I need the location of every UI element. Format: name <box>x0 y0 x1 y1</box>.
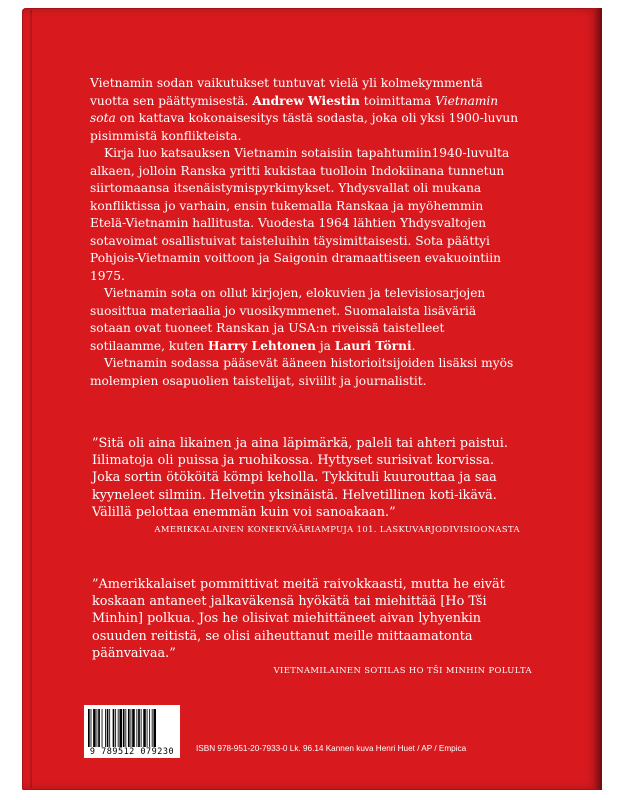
quote-text: ”Amerikkalaiset pommittivat meitä raivokkaasti, mutta he eivät koskaan antaneet jalkaväkensä hyökätä tai miehittää [Ho Tši Minhin] polkua. Jos he olisivat miehittäneet aivan lyhyenkin osuuden reitistä, se olisi aiheuttanut meille mittaamatonta päänvaivaa.” <box>92 577 505 661</box>
quote-american-soldier <box>92 435 522 535</box>
blurb-paragraph-1: Vietnamin sodan vaikutukset tuntuvat vielä yli kolmekymmentä vuotta sen päättymisestä. Andrew Wiestin toimittama Vietnamin sota on kattava kokonaisesitys tästä sodasta, joka oli yksi 1900-luvun pisimmistä konflikteista. <box>90 76 519 143</box>
quote-vietnamese-soldier <box>92 576 532 676</box>
isbn-line: ISBN 978-951-20-7933-0 Lk. 96.14 Kannen kuva Henri Huet / AP / Empica <box>196 744 467 753</box>
blurb-text <box>90 75 520 390</box>
cover-fold-line <box>30 10 32 788</box>
barcode <box>84 705 180 758</box>
soldier-name-2: Lauri Törni <box>334 338 412 353</box>
barcode-number: 9 789512 079230 <box>89 747 175 757</box>
quote-source: VIETNAMILAINEN SOTILAS HO TŠI MINHIN POLULTA <box>273 665 532 676</box>
blurb-paragraph-3: Vietnamin sota on ollut kirjojen, elokuvien ja televisiosarjojen suosittua materiaalia jo vuosikymmenet. Suomalaista lisäväriä sotaan ovat tuoneet Ranskan ja USA:n riveissä taistelleet sotilaamme, kuten Harry Lehtonen ja Lauri Törni. <box>90 286 486 353</box>
book-title: Vietnamin sota <box>90 93 499 125</box>
book-edge <box>594 8 602 790</box>
quote-text: ”Sitä oli aina likainen ja aina läpimärkä, paleli tai ahteri paistui. Iilimatoja oli puissa ja ruohikossa. Hyttyset surisivat korvissa. Joka sortin ötököitä kömpi keholla. Tykkituli kuurouttaa ja saa kyyneleet silmiin. Helvetin yksinäistä. Helvetillinen koti-ikävä. Välillä pelottaa enemmän kuin voi sanoakaan.” <box>92 436 508 520</box>
barcode-bars <box>88 709 176 747</box>
quote-source: AMERIKKALAINEN KONEKIVÄÄRIAMPUJA 101. LASKUVARJODIVISIOONASTA <box>154 524 520 535</box>
blurb-paragraph-2: Kirja luo katsauksen Vietnamin sotaisiin tapahtumiin1940-luvulta alkaen, jolloin Ranska yritti kukistaa tuolloin Indokiinana tunnetun siirtomaansa itsenäistymispyrkimykset. Yhdysvallat oli mukana konfliktissa jo varhain, ensin tukemalla Ranskaa ja myöhemmin Etelä-Vietnamin hallitusta. Vuodesta 1964 lähtien Yhdysvaltojen sotavoimat osallistuivat taisteluihin täysimittaisesti. Sota päättyi Pohjois-Vietnamin voittoon ja Saigonin dramaattiseen evakuointiin 1975. <box>90 146 510 283</box>
soldier-name-1: Harry Lehtonen <box>207 338 316 353</box>
editor-name: Andrew Wiestin <box>252 93 360 108</box>
blurb-paragraph-4: Vietnamin sodassa pääsevät ääneen historioitsijoiden lisäksi myös molempien osapuolien taistelijat, siviilit ja journalistit. <box>90 356 514 388</box>
